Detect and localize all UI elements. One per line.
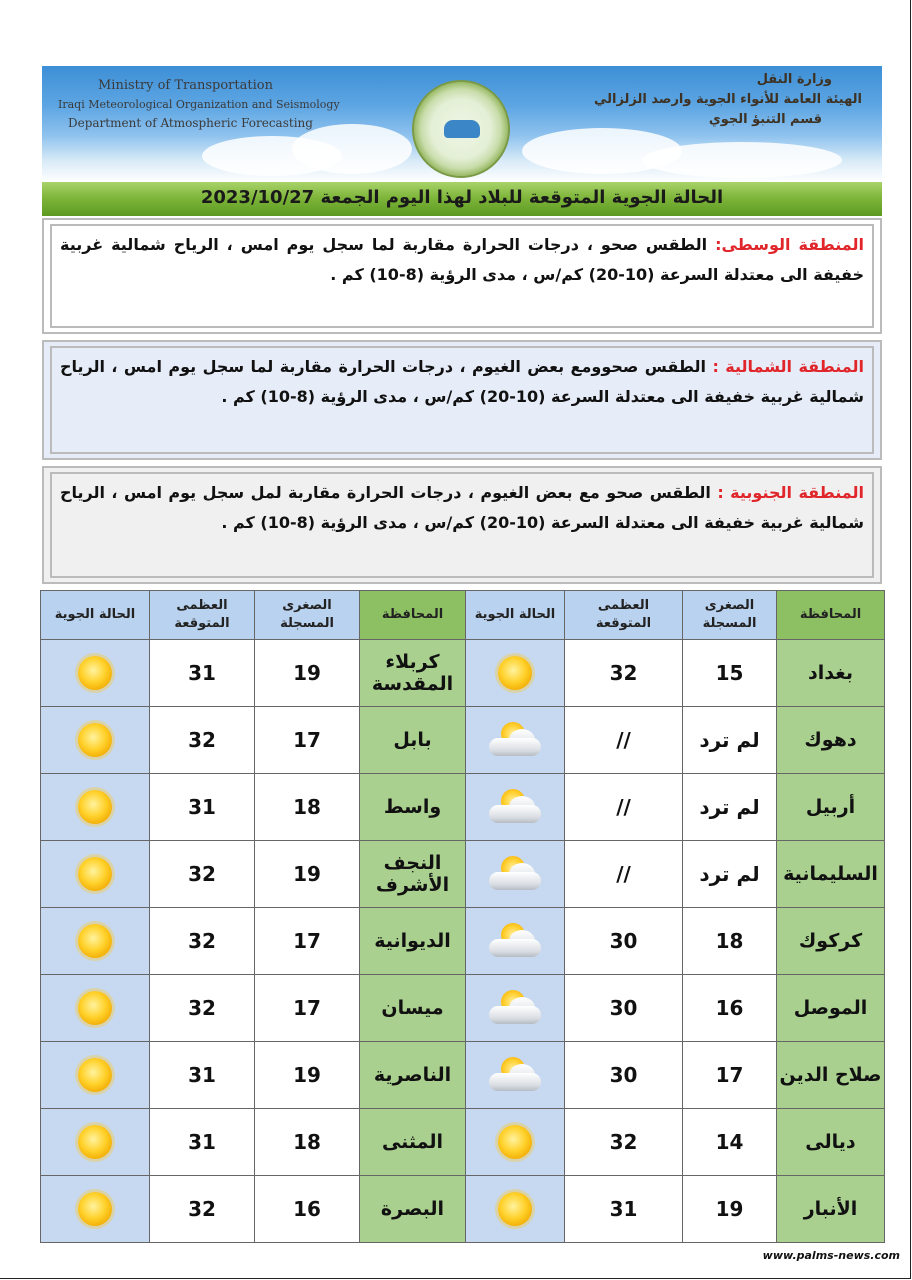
province-cell: الموصل <box>777 975 885 1042</box>
table-row <box>41 975 885 1042</box>
max-temp-cell: 31 <box>150 1109 255 1176</box>
max-temp-cell: 31 <box>150 640 255 707</box>
min-temp-cell: لم ترد <box>683 774 777 841</box>
title-bar <box>42 182 882 216</box>
province-cell: واسط <box>360 774 466 841</box>
province-cell: البصرة <box>360 1176 466 1243</box>
sun-icon <box>498 1125 532 1159</box>
sun-icon <box>78 723 112 757</box>
header-min: الصغرى المسجلة <box>683 591 777 640</box>
table-row <box>41 640 885 707</box>
min-temp-cell: 15 <box>683 640 777 707</box>
header-condition: الحالة الجوية <box>466 591 565 640</box>
header-english <box>58 76 340 133</box>
ministry-en: Ministry of Transportation <box>98 78 273 93</box>
max-temp-cell: 31 <box>565 1176 683 1243</box>
sun-icon <box>498 656 532 690</box>
max-temp-cell: 32 <box>150 908 255 975</box>
organization-ar: الهيئة العامة للأنواء الجوية وارصد الزلزالي <box>593 92 862 107</box>
province-cell: بغداد <box>777 640 885 707</box>
region-text: الطقس صحو ، درجات الحرارة مقاربة لما سجل يوم امس ، الرياح شمالية غربية خفيفة الى معتدلة السرعة (10-20) كم/س ، مدى الرؤية (8-10) كم . <box>60 235 864 284</box>
condition-cell <box>41 975 150 1042</box>
region-label: المنطقة الشمالية : <box>712 357 864 376</box>
province-cell: الناصرية <box>360 1042 466 1109</box>
table-row <box>41 774 885 841</box>
sun-icon <box>498 1192 532 1226</box>
table-header-row <box>41 591 885 640</box>
max-temp-cell: 30 <box>565 975 683 1042</box>
region-label: المنطقة الجنوبية : <box>717 483 865 502</box>
source-url: www.palms-news.com <box>762 1249 900 1262</box>
min-temp-cell: 18 <box>683 908 777 975</box>
province-cell: صلاح الدين <box>777 1042 885 1109</box>
condition-cell <box>466 908 565 975</box>
province-cell: السليمانية <box>777 841 885 908</box>
max-temp-cell: // <box>565 707 683 774</box>
province-cell: كركوك <box>777 908 885 975</box>
province-cell: الأنبار <box>777 1176 885 1243</box>
min-temp-cell: 16 <box>683 975 777 1042</box>
sun-icon <box>78 1192 112 1226</box>
condition-cell <box>466 841 565 908</box>
province-cell: النجف الأشرف <box>360 841 466 908</box>
condition-cell <box>41 841 150 908</box>
province-cell: ديالى <box>777 1109 885 1176</box>
partly-cloudy-icon <box>487 988 543 1028</box>
sun-icon <box>78 656 112 690</box>
province-cell: المثنى <box>360 1109 466 1176</box>
max-temp-cell: // <box>565 774 683 841</box>
table-row <box>41 1176 885 1243</box>
header-min: الصغرى المسجلة <box>255 591 360 640</box>
sun-icon <box>78 991 112 1025</box>
partly-cloudy-icon <box>487 854 543 894</box>
min-temp-cell: لم ترد <box>683 841 777 908</box>
max-temp-cell: // <box>565 841 683 908</box>
header-max: العظمى المتوقعة <box>150 591 255 640</box>
min-temp-cell: 16 <box>255 1176 360 1243</box>
condition-cell <box>466 1042 565 1109</box>
sun-icon <box>78 790 112 824</box>
condition-cell <box>466 640 565 707</box>
max-temp-cell: 31 <box>150 1042 255 1109</box>
condition-cell <box>41 774 150 841</box>
partly-cloudy-icon <box>487 921 543 961</box>
region-label: المنطقة الوسطى: <box>715 235 864 254</box>
sun-icon <box>78 1125 112 1159</box>
condition-cell <box>466 975 565 1042</box>
sun-icon <box>78 924 112 958</box>
min-temp-cell: 19 <box>255 1042 360 1109</box>
province-cell: ميسان <box>360 975 466 1042</box>
condition-cell <box>41 707 150 774</box>
province-cell: بابل <box>360 707 466 774</box>
header-banner <box>42 66 882 182</box>
partly-cloudy-icon <box>487 787 543 827</box>
table-row <box>41 1109 885 1176</box>
condition-cell <box>466 1109 565 1176</box>
min-temp-cell: 17 <box>255 707 360 774</box>
sun-icon <box>78 857 112 891</box>
min-temp-cell: 14 <box>683 1109 777 1176</box>
condition-cell <box>466 707 565 774</box>
condition-cell <box>41 908 150 975</box>
condition-cell <box>41 1176 150 1243</box>
organization-logo <box>412 80 510 178</box>
region-text: الطقس صحوومع بعض الغيوم ، درجات الحرارة مقاربة لما سجل يوم امس ، الرياح شمالية غربية خفيفة الى معتدلة السرعة (10-20) كم/س ، مدى الرؤية (8-10) كم . <box>60 357 864 406</box>
province-cell: الديوانية <box>360 908 466 975</box>
partly-cloudy-icon <box>487 1055 543 1095</box>
max-temp-cell: 32 <box>565 1109 683 1176</box>
table-row <box>41 908 885 975</box>
header-arabic <box>594 70 862 130</box>
min-temp-cell: 19 <box>683 1176 777 1243</box>
sun-icon <box>78 1058 112 1092</box>
region-south <box>42 466 882 584</box>
max-temp-cell: 30 <box>565 908 683 975</box>
min-temp-cell: 17 <box>255 908 360 975</box>
province-cell: دهوك <box>777 707 885 774</box>
page-title: الحالة الجوية المتوقعة للبلاد لهذا اليوم الجمعة 2023/10/27 <box>200 187 724 208</box>
max-temp-cell: 30 <box>565 1042 683 1109</box>
max-temp-cell: 32 <box>565 640 683 707</box>
region-north <box>42 340 882 460</box>
table-row <box>41 707 885 774</box>
condition-cell <box>41 1109 150 1176</box>
department-ar: قسم التنبؤ الجوي <box>708 112 822 127</box>
province-cell: أربيل <box>777 774 885 841</box>
header-province: المحافظة <box>360 591 466 640</box>
max-temp-cell: 32 <box>150 707 255 774</box>
ministry-ar: وزارة النقل <box>756 72 832 87</box>
province-cell: كربلاء المقدسة <box>360 640 466 707</box>
forecast-table <box>40 590 885 1243</box>
table-row <box>41 1042 885 1109</box>
department-en: Department of Atmospheric Forecasting <box>68 116 313 130</box>
condition-cell <box>466 1176 565 1243</box>
max-temp-cell: 31 <box>150 774 255 841</box>
table-row <box>41 841 885 908</box>
max-temp-cell: 32 <box>150 975 255 1042</box>
condition-cell <box>41 640 150 707</box>
condition-cell <box>41 1042 150 1109</box>
min-temp-cell: 17 <box>683 1042 777 1109</box>
max-temp-cell: 32 <box>150 1176 255 1243</box>
header-max: العظمى المتوقعة <box>565 591 683 640</box>
min-temp-cell: 18 <box>255 1109 360 1176</box>
min-temp-cell: 17 <box>255 975 360 1042</box>
min-temp-cell: 18 <box>255 774 360 841</box>
condition-cell <box>466 774 565 841</box>
header-condition: الحالة الجوية <box>41 591 150 640</box>
region-text: الطقس صحو مع بعض الغيوم ، درجات الحرارة مقاربة لمل سجل يوم امس ، الرياح شمالية غربية خفيفة الى معتدلة السرعة (10-20) كم/س ، مدى الرؤية (8-10) كم . <box>60 483 864 532</box>
partly-cloudy-icon <box>487 720 543 760</box>
max-temp-cell: 32 <box>150 841 255 908</box>
region-central <box>42 218 882 334</box>
header-province: المحافظة <box>777 591 885 640</box>
organization-en: Iraqi Meteorological Organization and Seismology <box>58 98 340 111</box>
min-temp-cell: 19 <box>255 841 360 908</box>
min-temp-cell: لم ترد <box>683 707 777 774</box>
min-temp-cell: 19 <box>255 640 360 707</box>
